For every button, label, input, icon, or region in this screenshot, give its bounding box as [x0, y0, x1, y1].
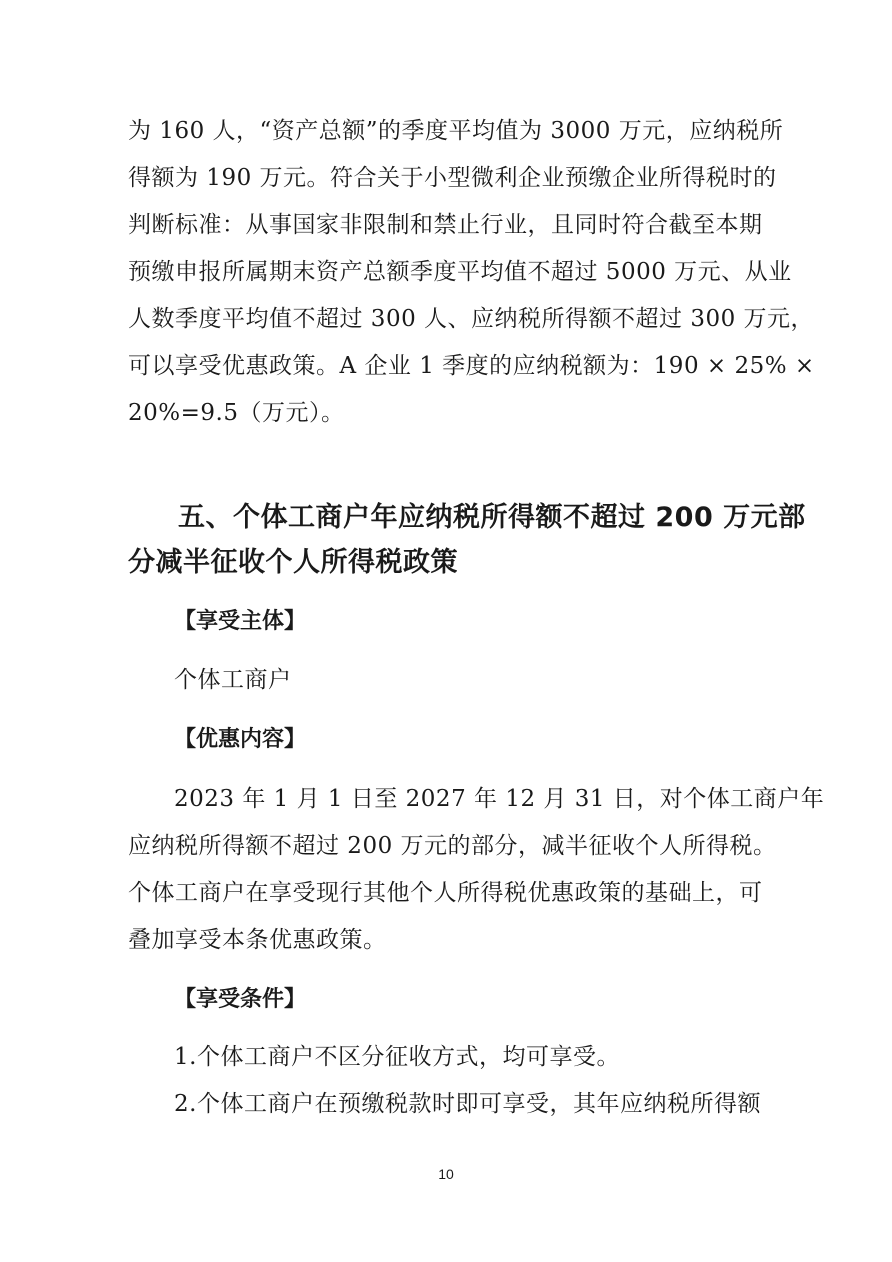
content-line-3: 个体工商户在享受现行其他个人所得税优惠政策的基础上，可: [128, 880, 763, 906]
subject-text: 个体工商户: [174, 667, 292, 693]
conditions-label: 【享受条件】: [174, 987, 307, 1012]
example-line-4: 预缴申报所属期末资产总额季度平均值不超过 5000 万元、从业: [128, 259, 792, 285]
content-line-4: 叠加享受本条优惠政策。: [128, 927, 387, 953]
example-line-7: 20%=9.5（万元）。: [128, 400, 345, 426]
example-line-6: 可以享受优惠政策。A 企业 1 季度的应纳税额为：190 × 25% ×: [128, 353, 815, 379]
example-line-3: 判断标准：从事国家非限制和禁止行业，且同时符合截至本期: [128, 212, 763, 238]
content-label: 【优惠内容】: [174, 727, 307, 752]
condition-item-1: 1.个体工商户不区分征收方式，均可享受。: [174, 1044, 620, 1070]
example-line-1: 为 160 人，“资产总额”的季度平均值为 3000 万元，应纳税所: [128, 118, 784, 144]
subject-label: 【享受主体】: [174, 609, 307, 634]
condition-item-2: 2.个体工商户在预缴税款时即可享受，其年应纳税所得额: [174, 1091, 761, 1117]
example-line-5: 人数季度平均值不超过 300 人、应纳税所得额不超过 300 万元，: [128, 306, 815, 332]
content-line-2: 应纳税所得额不超过 200 万元的部分，减半征收个人所得税。: [128, 833, 777, 859]
example-line-2: 得额为 190 万元。符合关于小型微利企业预缴企业所得税时的: [128, 165, 777, 191]
page-number: 10: [438, 1166, 454, 1182]
section-heading-line-1: 五、个体工商户年应纳税所得额不超过 200 万元部: [178, 502, 806, 533]
content-line-1: 2023 年 1 月 1 日至 2027 年 12 月 31 日，对个体工商户年: [174, 786, 825, 812]
section-heading-line-2: 分减半征收个人所得税政策: [128, 547, 458, 578]
